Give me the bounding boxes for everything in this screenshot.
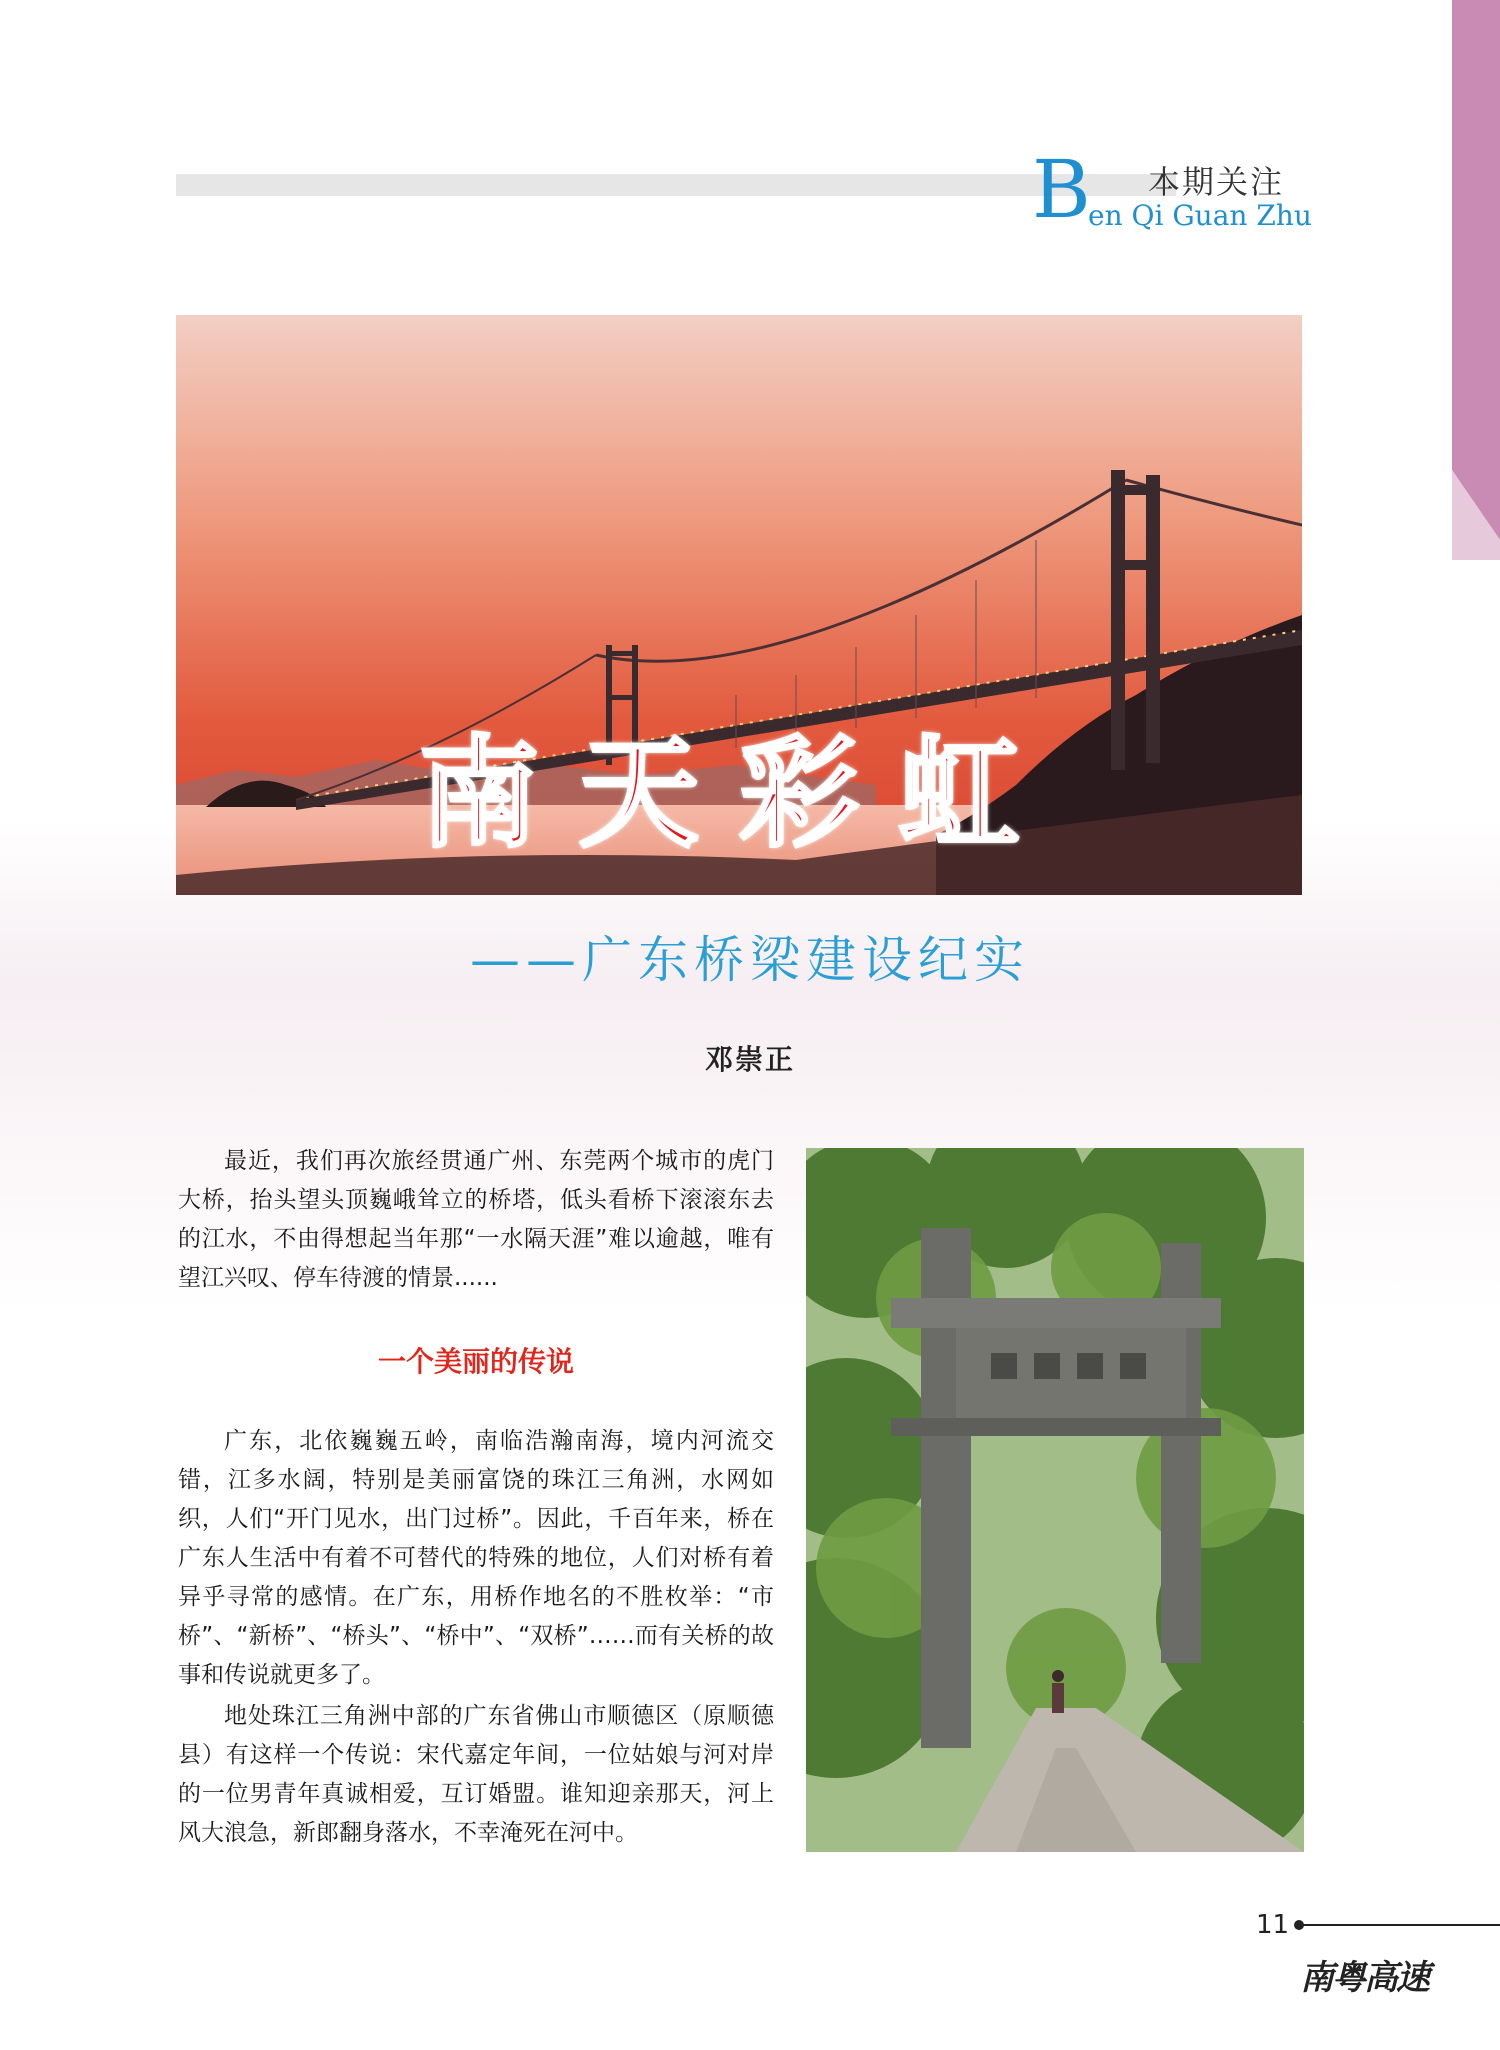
intro-text: 最近，我们再次旅经贯通广州、东莞两个城市的虎门大桥，抬头望头顶巍峨耸立的桥塔，低头看桥下滚滚东去的江水，不由得想起当年那“一水隔天涯”难以逾越，唯有望江兴叹、停车待渡的情景...... <box>178 1148 774 1291</box>
column-name: 本期关注 <box>1148 163 1285 201</box>
article-subtitle: ——广东桥梁建设纪实 <box>470 931 1030 989</box>
intro-paragraph <box>178 1142 774 1298</box>
edge-decoration <box>1440 0 1500 560</box>
magazine-logo: 南粤高速 <box>1300 1958 1428 1998</box>
article-author: 邓崇正 <box>704 1043 795 1076</box>
section-heading: 一个美丽的传说 <box>377 1345 574 1378</box>
page-number: 11 <box>1256 1910 1290 1940</box>
paragraph-3-text: 地处珠江三角洲中部的广东省佛山市顺德区（原顺德县）有这样一个传说：宋代嘉定年间，一位姑娘与河对岸的一位男青年真诚相爱，互订婚盟。谁知迎亲那天，河上风大浪急，新郎翻身落水，不幸淹死在河中。 <box>178 1703 774 1846</box>
hero-title: 南天彩虹 <box>419 725 1059 864</box>
archway-illustration <box>806 1148 1304 1852</box>
paragraph-2-text: 广东，北依巍巍五岭，南临浩瀚南海，境内河流交错，江多水阔，特别是美丽富饶的珠江三角洲，水网如织，人们“开门见水，出门过桥”。因此，千百年来，桥在广东人生活中有着不可替代的特殊的地位，人们对桥有着异乎寻常的感情。在广东，用桥作地名的不胜枚举：“市桥”、“新桥”、“桥头”、“桥中”、“双桥”……而有关桥的故事和传说就更多了。 <box>178 1428 774 1688</box>
folio-rule <box>1300 1924 1500 1926</box>
column-initial: B <box>1032 143 1091 236</box>
hero-image <box>176 315 1302 895</box>
column-name-en: en Qi Guan Zhu <box>1088 199 1312 232</box>
body-paragraph-3 <box>178 1697 774 1853</box>
stone-archway-photo <box>806 1148 1304 1852</box>
header-rule <box>176 174 1176 196</box>
body-paragraph-2 <box>178 1422 774 1695</box>
